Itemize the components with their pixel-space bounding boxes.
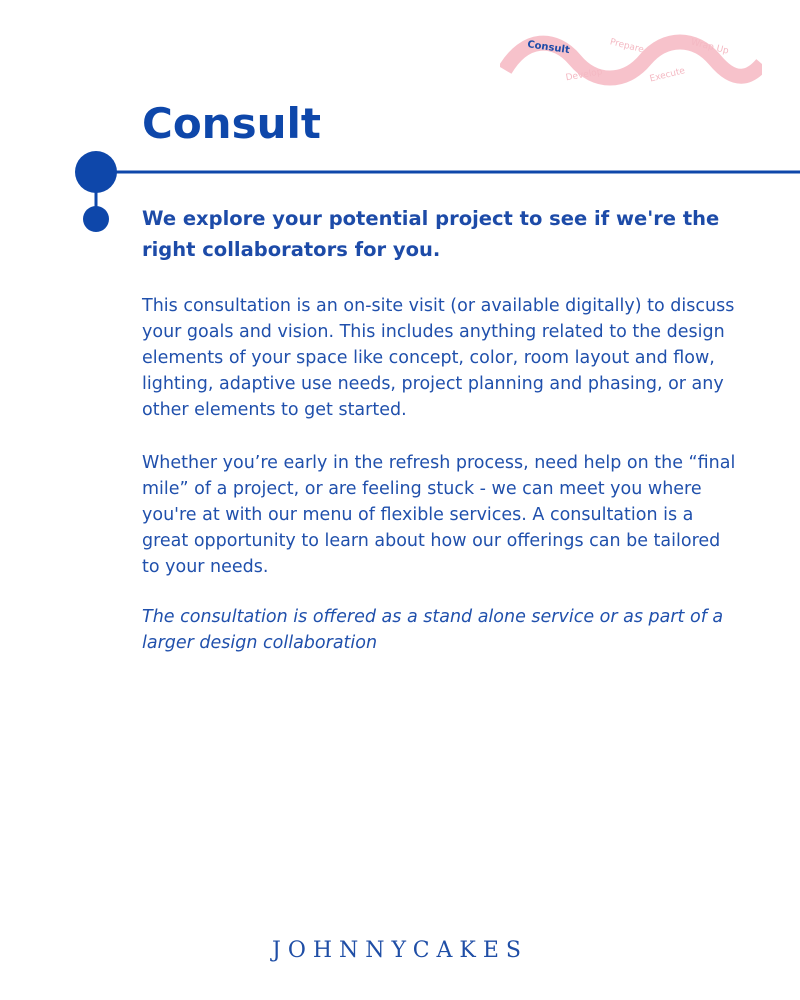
body-paragraph-2: Whether you’re early in the refresh process, need help on the “final mile” of a project, or are feeling stuck - we can meet you where you're at with our menu of flexible services. A consultation is a great opportunity to learn about how our offerings can be tailored to your needs. [142, 453, 736, 577]
lead-statement: We explore your potential project to see if we're the right collaborators for you. [142, 207, 720, 261]
wave-label-consult: Consult [526, 39, 571, 57]
process-wave-graphic [500, 34, 762, 86]
service-note: The consultation is offered as a stand alone service or as part of a larger design collaboration [142, 607, 724, 653]
body-paragraph-1: This consultation is an on-site visit (or available digitally) to discuss your goals and vision. This includes anything related to the design elements of your space like concept, color, room layout and flow, lighting, adaptive use needs, project planning and phasing, or any other elements to get started. [142, 296, 735, 420]
wave-label-wrap-up: Wrap Up [689, 37, 730, 57]
wave-label-develop: Develop [564, 67, 604, 84]
wave-label-execute: Execute [648, 66, 687, 85]
page-title: Consult [142, 99, 321, 148]
timeline-dot-small [83, 206, 109, 232]
wave-label-prepare: Prepare [608, 37, 645, 56]
brand-logo: JOHNNYCAKES [272, 938, 528, 963]
timeline-dot-large [75, 151, 117, 193]
